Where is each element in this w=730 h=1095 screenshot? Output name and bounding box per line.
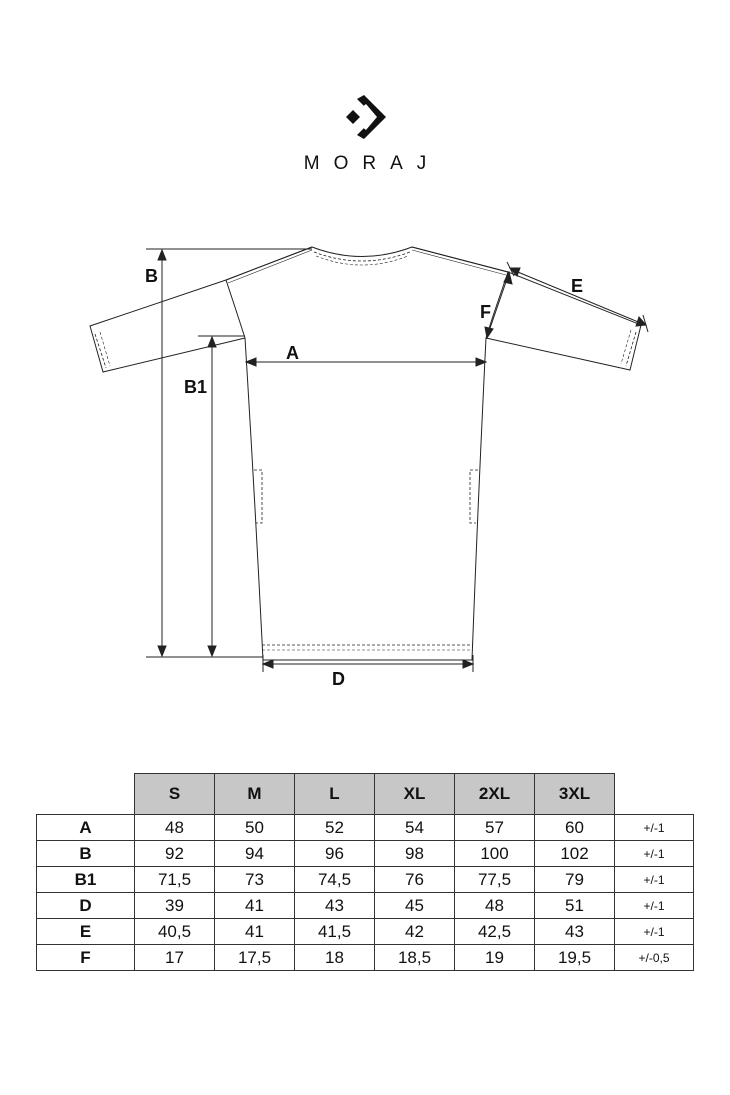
- table-cell: 42: [375, 919, 455, 945]
- table-cell: 100: [455, 841, 535, 867]
- table-cell: 79: [535, 867, 615, 893]
- header-blank-cell: [37, 774, 135, 815]
- table-cell: 98: [375, 841, 455, 867]
- table-cell: 45: [375, 893, 455, 919]
- table-cell: 52: [295, 815, 375, 841]
- row-label: B1: [37, 867, 135, 893]
- table-row: [37, 893, 694, 919]
- table-cell: 57: [455, 815, 535, 841]
- tolerance-cell: +/-0,5: [615, 945, 694, 971]
- table-cell: 41: [215, 893, 295, 919]
- table-cell: 92: [135, 841, 215, 867]
- label-b: B: [145, 266, 158, 286]
- garment-outline: [226, 247, 508, 660]
- label-a: A: [286, 343, 299, 363]
- label-e: E: [571, 276, 584, 296]
- brand-name: MORAJ: [303, 153, 441, 174]
- table-cell: 41,5: [295, 919, 375, 945]
- table-cell: 43: [535, 919, 615, 945]
- table-cell: 71,5: [135, 867, 215, 893]
- table-cell: 102: [535, 841, 615, 867]
- table-cell: 43: [295, 893, 375, 919]
- table-row: [37, 841, 694, 867]
- table-cell: 17,5: [215, 945, 295, 971]
- table-cell: 18: [295, 945, 375, 971]
- table-cell: 54: [375, 815, 455, 841]
- row-label: F: [37, 945, 135, 971]
- size-header-s: S: [135, 774, 215, 815]
- table-cell: 42,5: [455, 919, 535, 945]
- table-row: [37, 945, 694, 971]
- size-table: [36, 773, 694, 971]
- left-sleeve: [90, 280, 245, 372]
- tolerance-cell: +/-1: [615, 815, 694, 841]
- tolerance-cell: +/-1: [615, 919, 694, 945]
- size-header-2xl: 2XL: [455, 774, 535, 815]
- label-b1: B1: [184, 377, 208, 397]
- table-cell: 60: [535, 815, 615, 841]
- table-row: [37, 815, 694, 841]
- table-cell: 17: [135, 945, 215, 971]
- table-cell: 39: [135, 893, 215, 919]
- table-cell: 40,5: [135, 919, 215, 945]
- row-label: D: [37, 893, 135, 919]
- table-cell: 19,5: [535, 945, 615, 971]
- table-cell: 51: [535, 893, 615, 919]
- size-header-l: L: [295, 774, 375, 815]
- tolerance-cell: +/-1: [615, 841, 694, 867]
- table-cell: 76: [375, 867, 455, 893]
- right-sleeve: [486, 272, 641, 370]
- table-cell: 94: [215, 841, 295, 867]
- row-label: A: [37, 815, 135, 841]
- table-cell: 48: [135, 815, 215, 841]
- tolerance-cell: +/-1: [615, 867, 694, 893]
- table-row: [37, 919, 694, 945]
- table-cell: 18,5: [375, 945, 455, 971]
- row-label: E: [37, 919, 135, 945]
- table-cell: 50: [215, 815, 295, 841]
- size-header-xl: XL: [375, 774, 455, 815]
- label-f: F: [480, 302, 491, 322]
- table-row: [37, 867, 694, 893]
- size-header-row: [37, 774, 694, 815]
- tolerance-cell: +/-1: [615, 893, 694, 919]
- table-cell: 77,5: [455, 867, 535, 893]
- table-cell: 74,5: [295, 867, 375, 893]
- size-header-m: M: [215, 774, 295, 815]
- header-blank-tolerance: [615, 774, 694, 815]
- table-cell: 19: [455, 945, 535, 971]
- table-cell: 41: [215, 919, 295, 945]
- row-label: B: [37, 841, 135, 867]
- label-d: D: [332, 669, 345, 689]
- table-cell: 73: [215, 867, 295, 893]
- table-cell: 96: [295, 841, 375, 867]
- right-pocket: [470, 470, 478, 523]
- table-cell: 48: [455, 893, 535, 919]
- size-header-3xl: 3XL: [535, 774, 615, 815]
